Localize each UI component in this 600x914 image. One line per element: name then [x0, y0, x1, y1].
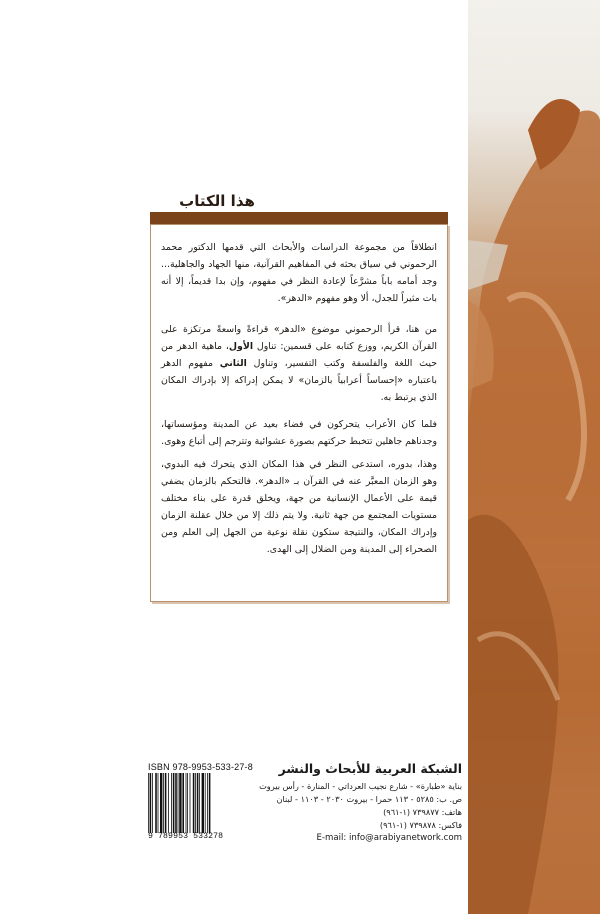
barcode-bar [178, 773, 179, 833]
publisher-fax: فاكس: ٧٣٩٨٧٨ (١-٩٦١) [379, 820, 462, 830]
barcode-bar [190, 773, 191, 833]
publisher-address-1: بناية «طبارة» - شارع نجيب العرداتي - المنارة - رأس بيروت [259, 781, 462, 791]
barcode-bar [199, 773, 200, 833]
barcode-bar [175, 773, 177, 833]
barcode-bar [163, 773, 164, 833]
barcode-bar [186, 773, 187, 833]
title-underline-bar [150, 212, 448, 224]
publisher-block [240, 760, 462, 845]
barcode-graphic [148, 773, 232, 833]
barcode-bar [148, 773, 149, 833]
publisher-address-2: ص. ب: ٥٢٨٥ - ١١٣ حمرا - بيروت ٢٠٣٠ - ١١٠٣ - لبنان [276, 794, 462, 804]
barcode-bar [173, 773, 175, 833]
barcode-bar [171, 773, 172, 833]
barcode-bar [205, 773, 206, 833]
isbn-label: ISBN 978-9953-533-27-8 [148, 762, 253, 772]
barcode-bar [209, 773, 211, 833]
barcode-bar [182, 773, 184, 833]
barcode-bar [155, 773, 157, 833]
blurb-p2-part-b: ، ماهية الدهر من حيث اللغة والفلسفة وكتب التفسير، وتناول [161, 341, 437, 369]
blurb-paragraph-2 [161, 321, 437, 406]
barcode-bar [207, 773, 208, 833]
rock-canyon-photo [468, 0, 600, 914]
barcode-bar [152, 773, 153, 833]
blurb-paragraph-3: فلما كان الأعراب يتحركون في فضاء بعيد عن المدينة ومؤسساتها، وجدناهم جاهلين تتخبط حركتهم بصورة عشوائية وتترجم إلى أتباع وهوى. [161, 419, 437, 447]
barcode-digits: 9 789953 533278 [148, 832, 224, 841]
barcode-bar [150, 773, 152, 833]
blurb-p2-part-c: مفهوم الدهر باعتباره «إحساساً أعرابياً بالزمان» لا يمكن إدراكه إلا بإدراك المكان الذي يرتبط به. [161, 358, 437, 403]
barcode-bar [168, 773, 169, 833]
blurb-paragraph-4: وهذا، بدوره، استدعى النظر في هذا المكان الذي يتحرك فيه البدوي، وهو الزمان المعبَّر عنه في القرآن بـ «الدهر». فالتحكم بالزمان يضفي قيمة على الأعمال الإنسانية من جهة، ويخلق قدرة على بناء مختلف مستويات المجتمع من جهة ثانية. ولا يتم ذلك إلا من خلال عقلنة الزمان وإدراك المكان، والنتيجة ستكون نقلة نوعية من الجهل إلى العلم ومن الصحراء إلى المدينة ومن الضلال إلى الهدى. [161, 459, 437, 555]
blurb-box [150, 224, 448, 602]
barcode-bar [165, 773, 167, 833]
blurb-paragraph-1: انطلاقاً من مجموعة الدراسات والأبحاث التي قدمها الدكتور محمد الرحموني في سياق بحثه في المفاهيم القرآنية، منها الجهاد والجاهلية... وجد أمامه باباً مشرَّعاً لإعادة النظر في مفهوم، وإن بدا قديماً، إلا أنه بات مثيراً للجدل، ألا وهو مفهوم «الدهر». [161, 242, 437, 304]
blurb-p2-first: الأول [228, 341, 254, 352]
barcode-bar [193, 773, 195, 833]
barcode-bar [179, 773, 181, 833]
blurb-p2-second: الثاني [219, 358, 247, 369]
rock-formation-graphic [468, 0, 600, 914]
barcode-bar [202, 773, 204, 833]
barcode-bar [197, 773, 199, 833]
barcode-bar [160, 773, 162, 833]
publisher-phone: هاتف: ٧٣٩٨٧٧ (١-٩٦١) [383, 807, 462, 817]
publisher-name: الشبكة العربية للأبحاث والنشر [278, 761, 462, 776]
publisher-email: E-mail: info@arabiyanetwork.com [316, 833, 462, 843]
barcode-bar [195, 773, 196, 833]
section-title: هذا الكتاب [179, 192, 255, 210]
blurb-p2-part-a: من هنا، قرأ الرحموني موضوع «الدهر» قراءةً واسعةً مرتكزة على القرآن الكريم، ووزع كتابه على قسمين: تناول [161, 324, 437, 352]
barcode-bar [158, 773, 159, 833]
barcode-bar [187, 773, 188, 833]
